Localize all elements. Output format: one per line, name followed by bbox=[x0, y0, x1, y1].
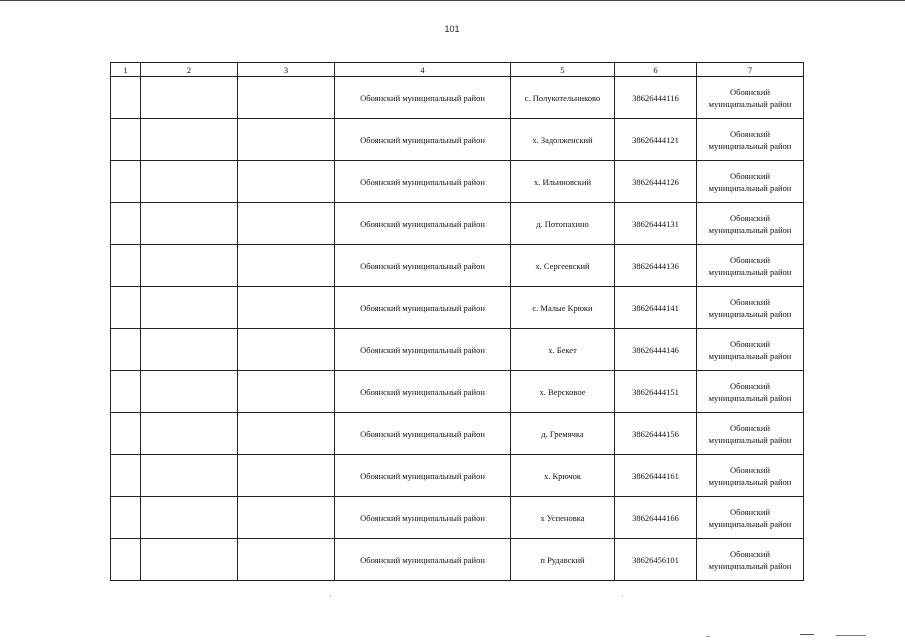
cell-district: Обоянский муниципальный район bbox=[335, 455, 511, 497]
table-row bbox=[111, 245, 804, 287]
table-header bbox=[111, 63, 804, 77]
cell-settlement: х. Крючок bbox=[511, 455, 615, 497]
cell-col-3 bbox=[238, 119, 335, 161]
region-line-1: Обоянский bbox=[729, 338, 770, 349]
cell-settlement: х Успеновка bbox=[511, 497, 615, 539]
table-row bbox=[111, 539, 804, 581]
cell-district: Обоянский муниципальный район bbox=[335, 329, 511, 371]
cell-code: 38626444126 bbox=[615, 161, 697, 203]
column-header-7: 7 bbox=[697, 63, 804, 77]
region-line-2: муниципальный район bbox=[708, 98, 792, 109]
cell-col-1 bbox=[111, 371, 141, 413]
scan-artifact bbox=[706, 636, 710, 637]
cell-district: Обоянский муниципальный район bbox=[335, 371, 511, 413]
cell-code: 38626444146 bbox=[615, 329, 697, 371]
cell-col-1 bbox=[111, 161, 141, 203]
region-line-2: муниципальный район bbox=[708, 182, 792, 193]
table-row bbox=[111, 455, 804, 497]
cell-col-2 bbox=[141, 371, 238, 413]
cell-col-3 bbox=[238, 539, 335, 581]
region-line-1: Обоянский bbox=[729, 548, 770, 559]
cell-col-3 bbox=[238, 161, 335, 203]
cell-region bbox=[697, 161, 804, 203]
cell-col-1 bbox=[111, 119, 141, 161]
cell-col-2 bbox=[141, 497, 238, 539]
settlements-table bbox=[110, 62, 804, 581]
cell-district: Обоянский муниципальный район bbox=[335, 497, 511, 539]
cell-region bbox=[697, 371, 804, 413]
cell-district: Обоянский муниципальный район bbox=[335, 77, 511, 119]
cell-region bbox=[697, 287, 804, 329]
region-line-2: муниципальный район bbox=[708, 140, 792, 151]
cell-region bbox=[697, 119, 804, 161]
cell-code: 38626444161 bbox=[615, 455, 697, 497]
cell-district: Обоянский муниципальный район bbox=[335, 245, 511, 287]
cell-col-1 bbox=[111, 539, 141, 581]
cell-region bbox=[697, 203, 804, 245]
table-row bbox=[111, 119, 804, 161]
cell-code: 38626444121 bbox=[615, 119, 697, 161]
cell-col-1 bbox=[111, 413, 141, 455]
cell-col-1 bbox=[111, 497, 141, 539]
region-line-1: Обоянский bbox=[729, 506, 770, 517]
cell-col-1 bbox=[111, 245, 141, 287]
cell-col-3 bbox=[238, 455, 335, 497]
cell-col-1 bbox=[111, 77, 141, 119]
region-line-2: муниципальный район bbox=[708, 350, 792, 361]
cell-settlement: с. Малые Крюки bbox=[511, 287, 615, 329]
column-header-6: 6 bbox=[615, 63, 697, 77]
page-top-edge bbox=[0, 0, 905, 1]
cell-district: Обоянский муниципальный район bbox=[335, 203, 511, 245]
cell-settlement: х. Ильиновский bbox=[511, 161, 615, 203]
cell-settlement: п Рудавский bbox=[511, 539, 615, 581]
region-line-2: муниципальный район bbox=[708, 434, 792, 445]
column-header-4: 4 bbox=[335, 63, 511, 77]
cell-code: 38626444141 bbox=[615, 287, 697, 329]
cell-code: 38626444166 bbox=[615, 497, 697, 539]
cell-district: Обоянский муниципальный район bbox=[335, 413, 511, 455]
cell-code: 38626444131 bbox=[615, 203, 697, 245]
table-row bbox=[111, 497, 804, 539]
region-line-1: Обоянский bbox=[729, 128, 770, 139]
column-header-2: 2 bbox=[141, 63, 238, 77]
cell-col-3 bbox=[238, 77, 335, 119]
cell-col-2 bbox=[141, 455, 238, 497]
region-line-1: Обоянский bbox=[729, 380, 770, 391]
cell-settlement: х. Бекет bbox=[511, 329, 615, 371]
cell-settlement: д. Гремячка bbox=[511, 413, 615, 455]
cell-district: Обоянский муниципальный район bbox=[335, 119, 511, 161]
scan-artifact bbox=[622, 596, 623, 597]
cell-col-3 bbox=[238, 203, 335, 245]
cell-col-3 bbox=[238, 497, 335, 539]
cell-region bbox=[697, 329, 804, 371]
cell-region bbox=[697, 77, 804, 119]
cell-code: 38626444156 bbox=[615, 413, 697, 455]
table-row bbox=[111, 161, 804, 203]
region-line-1: Обоянский bbox=[729, 464, 770, 475]
cell-col-1 bbox=[111, 203, 141, 245]
cell-region bbox=[697, 497, 804, 539]
cell-col-3 bbox=[238, 329, 335, 371]
cell-col-3 bbox=[238, 413, 335, 455]
column-header-3: 3 bbox=[238, 63, 335, 77]
region-line-1: Обоянский bbox=[729, 254, 770, 265]
cell-settlement: х. Сергеевский bbox=[511, 245, 615, 287]
cell-col-3 bbox=[238, 245, 335, 287]
table-row bbox=[111, 287, 804, 329]
cell-col-2 bbox=[141, 119, 238, 161]
cell-col-1 bbox=[111, 329, 141, 371]
cell-settlement: х. Версковое bbox=[511, 371, 615, 413]
cell-col-3 bbox=[238, 287, 335, 329]
column-header-5: 5 bbox=[511, 63, 615, 77]
cell-settlement: д. Потопахино bbox=[511, 203, 615, 245]
region-line-2: муниципальный район bbox=[708, 266, 792, 277]
cell-col-3 bbox=[238, 371, 335, 413]
page-number: 101 bbox=[444, 24, 460, 34]
cell-col-2 bbox=[141, 329, 238, 371]
cell-col-2 bbox=[141, 203, 238, 245]
region-line-1: Обоянский bbox=[729, 212, 770, 223]
cell-district: Обоянский муниципальный район bbox=[335, 539, 511, 581]
cell-district: Обоянский муниципальный район bbox=[335, 287, 511, 329]
table-row bbox=[111, 77, 804, 119]
table-row bbox=[111, 413, 804, 455]
cell-region bbox=[697, 413, 804, 455]
cell-col-2 bbox=[141, 245, 238, 287]
cell-code: 38626444151 bbox=[615, 371, 697, 413]
cell-col-2 bbox=[141, 539, 238, 581]
table-body bbox=[111, 77, 804, 581]
region-line-1: Обоянский bbox=[729, 296, 770, 307]
cell-code: 38626444116 bbox=[615, 77, 697, 119]
scan-artifact bbox=[836, 635, 866, 636]
region-line-2: муниципальный район bbox=[708, 476, 792, 487]
cell-region bbox=[697, 455, 804, 497]
cell-col-1 bbox=[111, 287, 141, 329]
table-row bbox=[111, 203, 804, 245]
cell-district: Обоянский муниципальный район bbox=[335, 161, 511, 203]
cell-settlement: х. Задолженский bbox=[511, 119, 615, 161]
region-line-2: муниципальный район bbox=[708, 224, 792, 235]
cell-region bbox=[697, 539, 804, 581]
region-line-2: муниципальный район bbox=[708, 392, 792, 403]
region-line-2: муниципальный район bbox=[708, 560, 792, 571]
cell-col-2 bbox=[141, 161, 238, 203]
region-line-2: муниципальный район bbox=[708, 308, 792, 319]
cell-code: 38626456101 bbox=[615, 539, 697, 581]
cell-col-2 bbox=[141, 413, 238, 455]
cell-region bbox=[697, 245, 804, 287]
table-row bbox=[111, 329, 804, 371]
cell-col-2 bbox=[141, 77, 238, 119]
region-line-1: Обоянский bbox=[729, 422, 770, 433]
cell-col-2 bbox=[141, 287, 238, 329]
header-row bbox=[111, 63, 804, 77]
cell-settlement: с. Полукотельниково bbox=[511, 77, 615, 119]
region-line-1: Обоянский bbox=[729, 86, 770, 97]
cell-code: 38626444136 bbox=[615, 245, 697, 287]
scan-artifact bbox=[330, 596, 331, 597]
table-row bbox=[111, 371, 804, 413]
region-line-1: Обоянский bbox=[729, 170, 770, 181]
region-line-2: муниципальный район bbox=[708, 518, 792, 529]
cell-col-1 bbox=[111, 455, 141, 497]
scan-artifact bbox=[800, 634, 814, 635]
column-header-1: 1 bbox=[111, 63, 141, 77]
